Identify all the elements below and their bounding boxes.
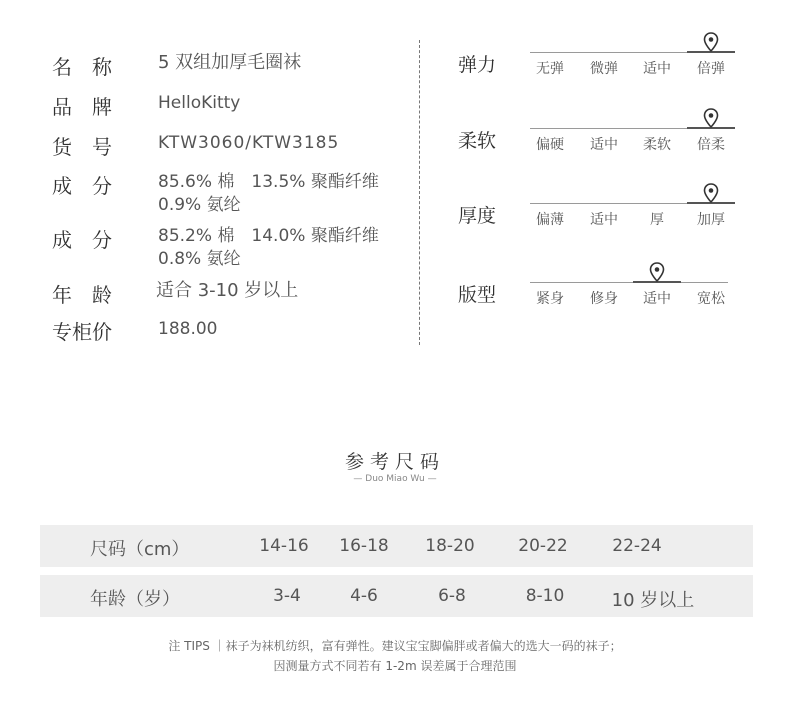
spec-option: 偏硬 — [536, 137, 564, 153]
size-cell: 22-24 — [612, 536, 662, 556]
age-row-head: 年龄（岁） — [90, 589, 180, 610]
size-cell: 18-20 — [425, 536, 475, 556]
info-label-name: 名 称 — [52, 55, 112, 79]
info-value-material-2b: 0.8% 氨纶 — [158, 249, 241, 269]
spec-option: 修身 — [590, 291, 618, 307]
size-cell: 16-18 — [339, 536, 389, 556]
spec-label: 厚度 — [458, 205, 497, 227]
location-pin-icon — [703, 32, 719, 54]
spec-option: 宽松 — [697, 291, 725, 307]
info-value-brand: HelloKitty — [158, 93, 241, 113]
info-value-age: 适合 3-10 岁以上 — [156, 280, 299, 301]
size-cell: 14-16 — [259, 536, 309, 556]
size-row-head: 尺码（cm） — [90, 539, 190, 560]
age-cell: 3-4 — [273, 586, 301, 606]
location-pin-icon — [649, 262, 665, 284]
spec-label: 弹力 — [458, 54, 497, 76]
info-label-material-1: 成 分 — [52, 174, 112, 198]
size-table-title: 参考尺码 — [344, 451, 445, 473]
info-label-price: 专柜价 — [52, 320, 112, 344]
spec-option: 倍柔 — [697, 137, 725, 153]
spec-option: 倍弹 — [697, 61, 725, 77]
info-label-sku: 货 号 — [52, 135, 112, 159]
spec-option: 偏薄 — [536, 212, 564, 228]
info-label-material-2: 成 分 — [52, 228, 112, 252]
size-cell: 20-22 — [518, 536, 568, 556]
location-pin-icon — [703, 183, 719, 205]
location-pin-icon — [703, 108, 719, 130]
spec-option: 适中 — [643, 291, 671, 307]
spec-option: 加厚 — [697, 212, 725, 228]
spec-option: 微弹 — [590, 61, 618, 77]
spec-label: 柔软 — [458, 130, 497, 152]
scale-line — [530, 282, 728, 283]
tips-note: 注 TIPS ｜袜子为袜机纺织，富有弹性。建议宝宝脚偏胖或者偏大的选大一码的袜子； — [168, 639, 622, 653]
spec-option: 无弹 — [536, 61, 564, 77]
spec-option: 紧身 — [536, 291, 564, 307]
info-label-brand: 品 牌 — [52, 95, 112, 119]
spec-option: 适中 — [590, 212, 618, 228]
spec-option: 适中 — [590, 137, 618, 153]
age-cell: 4-6 — [350, 586, 378, 606]
spec-option: 厚 — [650, 212, 664, 228]
spec-option: 柔软 — [643, 137, 671, 153]
info-value-name: 5 双组加厚毛圈袜 — [158, 52, 302, 73]
vertical-divider — [419, 40, 420, 345]
info-label-age: 年 龄 — [52, 283, 112, 307]
info-value-sku: KTW3060/KTW3185 — [158, 133, 340, 153]
spec-label: 版型 — [458, 284, 497, 306]
spec-option: 适中 — [643, 61, 671, 77]
info-value-price: 188.00 — [158, 319, 218, 339]
age-cell: 6-8 — [438, 586, 466, 606]
age-cell: 8-10 — [525, 586, 565, 606]
tips-note-2: 因测量方式不同若有 1-2m 误差属于合理范围 — [273, 659, 517, 673]
info-value-material-2: 85.2% 棉 14.0% 聚酯纤维 — [158, 226, 379, 246]
size-table-subtitle: — Duo Miao Wu — — [353, 474, 437, 484]
age-cell: 10 岁以上 — [611, 590, 695, 611]
info-value-material-1: 85.6% 棉 13.5% 聚酯纤维 — [158, 172, 379, 192]
info-value-material-1b: 0.9% 氨纶 — [158, 195, 241, 215]
